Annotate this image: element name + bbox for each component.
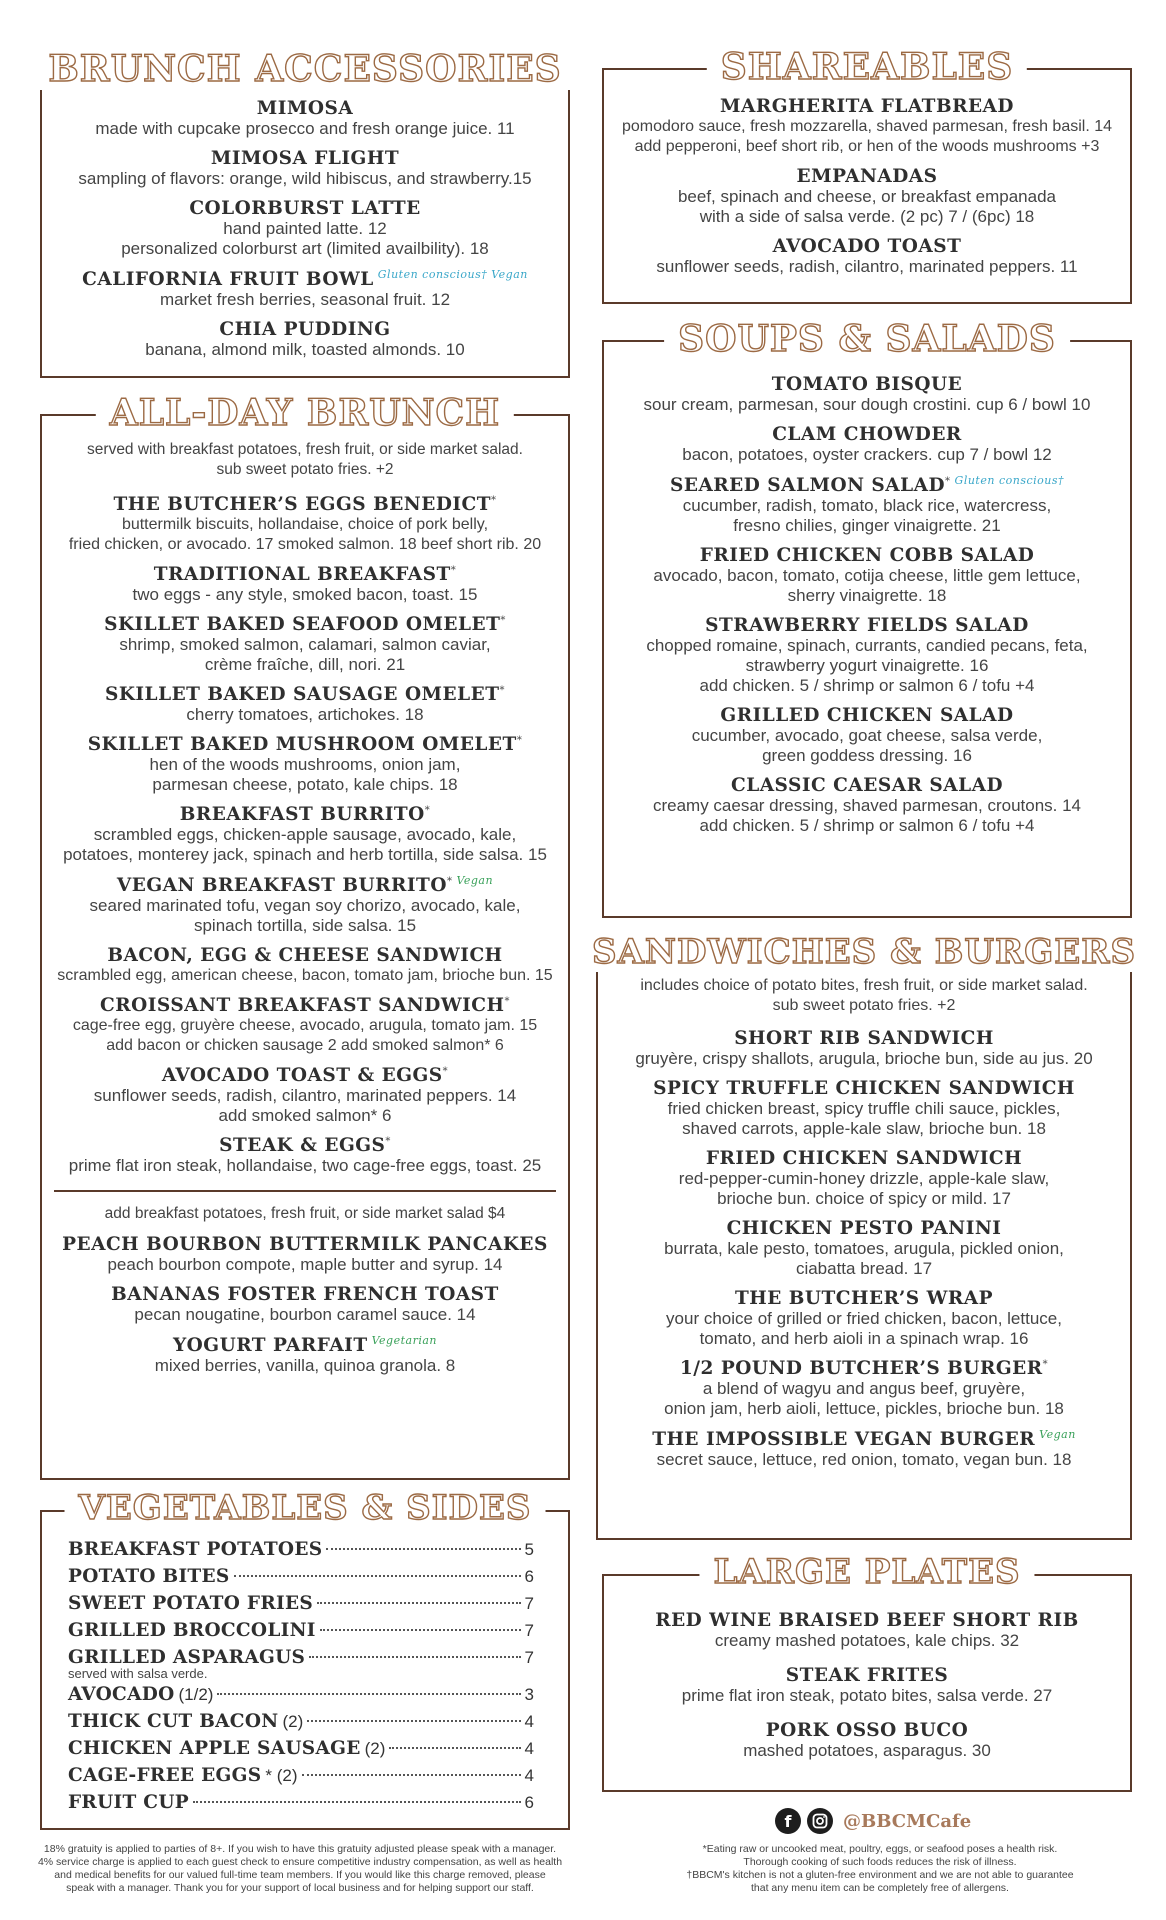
side-price: 6 xyxy=(524,1567,534,1586)
item-name: CALIFORNIA FRUIT BOWL xyxy=(82,269,374,291)
side-item xyxy=(68,1789,534,1816)
leader-dots xyxy=(389,1747,520,1749)
item-name: SPICY TRUFFLE CHICKEN SANDWICH xyxy=(653,1078,1075,1099)
side-item xyxy=(68,1563,534,1590)
side-name: GRILLED ASPARAGUS xyxy=(68,1647,306,1668)
item-name: RED WINE BRAISED BEEF SHORT RIB xyxy=(655,1610,1079,1631)
side-item xyxy=(68,1617,534,1644)
item-name-row xyxy=(54,564,556,585)
raw-warning-mark: * xyxy=(446,876,453,887)
raw-warning-mark: * xyxy=(945,476,951,487)
item-name: YOGURT PARFAIT xyxy=(172,1335,368,1357)
item-desc: cherry tomatoes, artichokes. 18 xyxy=(186,705,424,724)
item-name-row xyxy=(54,494,556,515)
item-name: SKILLET BAKED SAUSAGE OMELET xyxy=(104,684,500,705)
item-name: PEACH BOURBON BUTTERMILK PANCAKES xyxy=(62,1234,548,1256)
dietary-tag: Vegan xyxy=(1039,1428,1076,1441)
side-price: 4 xyxy=(524,1712,534,1731)
item-desc: pecan nougatine, bourbon caramel sauce. 14 xyxy=(134,1305,476,1325)
item-desc: cucumber, avocado, goat cheese, salsa verde, green goddess dressing. 16 xyxy=(691,726,1043,766)
dietary-tag: Gluten conscious† xyxy=(954,474,1064,487)
section-title: LARGE PLATES xyxy=(699,1552,1034,1592)
menu-item xyxy=(54,684,556,725)
section-title: BRUNCH ACCESSORIES xyxy=(34,48,575,90)
item-name: AVOCADO TOAST xyxy=(772,236,962,257)
side-name: THICK CUT BACON xyxy=(68,1711,279,1732)
item-name-row xyxy=(598,1428,1130,1450)
menu-item xyxy=(42,198,568,259)
raw-warning-mark: * xyxy=(491,494,497,506)
raw-warning-mark: * xyxy=(385,1136,391,1147)
item-desc: scrambled eggs, chicken-apple sausage, avocado, kale, potatoes, monterey jack, spinach and herb tortilla, side salsa. 15 xyxy=(63,825,547,864)
menu-item xyxy=(42,268,568,310)
section-title: SOUPS & SALADS xyxy=(664,318,1070,360)
large-plates-section xyxy=(602,1552,1132,1792)
item-desc: seared marinated tofu, vegan soy chorizo, avocado, kale, spinach tortilla, side salsa. 15 xyxy=(89,896,521,936)
item-desc: sour cream, parmesan, sour dough crostini. cup 6 / bowl 10 xyxy=(643,395,1091,414)
social-handle[interactable]: @BBCMCafe xyxy=(843,1810,972,1832)
item-name-row xyxy=(54,1135,556,1156)
side-price: 6 xyxy=(524,1793,534,1812)
item-desc: peach bourbon compote, maple butter and syrup. 14 xyxy=(107,1255,503,1275)
dietary-tag: Gluten conscious† Vegan xyxy=(377,268,528,281)
side-price: 4 xyxy=(524,1739,534,1758)
brunch-accessories-list xyxy=(42,98,568,369)
sandwiches-burgers-list xyxy=(598,976,1130,1479)
item-desc: mixed berries, vanilla, quinoa granola. 8 xyxy=(154,1356,456,1376)
side-price: 5 xyxy=(524,1540,534,1559)
leader-dots xyxy=(307,1720,520,1722)
leader-dots xyxy=(326,1548,520,1550)
menu-item xyxy=(54,874,556,936)
item-name: EMPANADAS xyxy=(796,166,938,187)
item-name: CHIA PUDDING xyxy=(219,319,391,341)
section-title: VEGETABLES & SIDES xyxy=(65,1488,546,1528)
item-desc: scrambled egg, american cheese, bacon, tomato jam, brioche bun. 15 xyxy=(57,967,553,985)
item-desc: red-pepper-cumin-honey drizzle, apple-kale slaw, brioche bun. choice of spicy or mild. 17 xyxy=(678,1169,1050,1208)
item-name-row xyxy=(598,1358,1130,1379)
side-item xyxy=(68,1536,534,1563)
item-desc: prime flat iron steak, potato bites, salsa verde. 27 xyxy=(681,1686,1053,1705)
gratuity-footer: 18% gratuity is applied to parties of 8+. If you wish to have this gratuity adjusted please speak with a manager. 4% service charge is applied to each guest check to ensure competitive industry compensation, as well as health and medical benefits for our valued full-time team members. If you would like this charge removed, please speak with a manager. Thank you for your support of local business and for helping support our staff. xyxy=(37,1843,563,1894)
menu-item xyxy=(54,1065,556,1126)
item-desc: creamy mashed potatoes, kale chips. 32 xyxy=(714,1631,1020,1650)
raw-warning-mark: * xyxy=(516,734,523,746)
menu-item xyxy=(604,96,1130,157)
item-name: THE BUTCHER’S WRAP xyxy=(734,1288,993,1309)
menu-item xyxy=(598,1428,1130,1470)
side-price: 7 xyxy=(524,1648,534,1667)
side-name: BREAKFAST POTATOES xyxy=(68,1539,323,1560)
item-name: PORK OSSO BUCO xyxy=(765,1720,969,1741)
menu-item xyxy=(54,1135,556,1176)
item-desc: buttermilk biscuits, hollandaise, choice of pork belly, fried chicken, or avocado. 17 smoked salmon. 18 beef short rib. 20 xyxy=(68,516,542,553)
item-name: MIMOSA FLIGHT xyxy=(210,148,400,169)
sides-list xyxy=(68,1536,534,1816)
side-name: SWEET POTATO FRIES xyxy=(68,1593,314,1614)
item-name-row xyxy=(54,1334,556,1356)
side-name: CHICKEN APPLE SAUSAGE xyxy=(68,1738,361,1759)
shareables-section xyxy=(602,46,1132,304)
menu-item xyxy=(598,1218,1130,1279)
item-name: SKILLET BAKED MUSHROOM OMELET xyxy=(87,734,517,755)
item-name: FRIED CHICKEN COBB SALAD xyxy=(699,545,1035,567)
menu-item xyxy=(604,474,1130,536)
item-desc: burrata, kale pesto, tomatoes, arugula, pickled onion, ciabatta bread. 17 xyxy=(664,1239,1064,1278)
item-name: TOMATO BISQUE xyxy=(771,374,963,395)
add-side-note: add breakfast potatoes, fresh fruit, or side market salad $4 xyxy=(104,1205,506,1223)
menu-item xyxy=(54,1334,556,1376)
menu-item xyxy=(54,564,556,605)
menu-item xyxy=(54,734,556,795)
item-name: CROISSANT BREAKFAST SANDWICH xyxy=(100,995,505,1017)
item-name-row xyxy=(54,684,556,705)
dietary-tag: Vegetarian xyxy=(371,1334,438,1348)
item-desc: pomodoro sauce, fresh mozzarella, shaved parmesan, fresh basil. 14 add pepperoni, beef short rib, or hen of the woods mushrooms +3 xyxy=(621,118,1113,155)
item-desc: fried chicken breast, spicy truffle chili sauce, pickles, shaved carrots, apple-kale slaw, brioche bun. 18 xyxy=(667,1099,1061,1138)
leader-dots xyxy=(309,1656,520,1658)
leader-dots xyxy=(317,1602,521,1604)
sandwiches-burgers-section xyxy=(591,932,1137,1540)
item-name-row xyxy=(54,1065,556,1086)
raw-warning-mark: * xyxy=(424,804,431,816)
menu-item xyxy=(598,1148,1130,1209)
soups-salads-list xyxy=(604,374,1130,845)
item-desc: secret sauce, lettuce, red onion, tomato, vegan bun. 18 xyxy=(656,1450,1072,1470)
side-subtext: served with salsa verde. xyxy=(68,1666,208,1681)
raw-warning-mark: * xyxy=(499,684,506,696)
side-qty: * (2) xyxy=(265,1766,298,1785)
item-name: CHICKEN PESTO PANINI xyxy=(726,1218,1002,1239)
item-name: STEAK FRITES xyxy=(785,1665,949,1686)
side-item xyxy=(68,1590,534,1617)
menu-item xyxy=(604,236,1130,277)
item-desc: your choice of grilled or fried chicken, bacon, lettuce, tomato, and herb aioli in a spinach wrap. 16 xyxy=(666,1309,1062,1348)
raw-warning-mark: * xyxy=(1042,1358,1049,1370)
side-name: FRUIT CUP xyxy=(68,1792,189,1813)
item-desc: market fresh berries, seasonal fruit. 12 xyxy=(159,290,451,310)
raw-warning-mark: * xyxy=(500,614,506,626)
item-name: STEAK & EGGS xyxy=(219,1135,386,1157)
menu-item xyxy=(604,1665,1130,1706)
item-name-row xyxy=(54,874,556,896)
side-item xyxy=(68,1762,534,1789)
item-desc: sampling of flavors: orange, wild hibiscus, and strawberry.15 xyxy=(78,169,532,188)
item-desc: prime flat iron steak, hollandaise, two cage-free eggs, toast. 25 xyxy=(68,1156,542,1176)
item-desc: avocado, bacon, tomato, cotija cheese, little gem lettuce, sherry vinaigrette. 18 xyxy=(653,566,1081,606)
menu-item xyxy=(54,1234,556,1275)
menu-item xyxy=(604,1610,1130,1651)
item-name: STRAWBERRY FIELDS SALAD xyxy=(705,615,1029,637)
item-name: COLORBURST LATTE xyxy=(189,198,421,219)
leader-dots xyxy=(320,1629,521,1631)
item-desc: a blend of wagyu and angus beef, gruyère, onion jam, herb aioli, lettuce, pickles, brioche bun. 18 xyxy=(664,1379,1064,1418)
shareables-list xyxy=(604,96,1130,286)
section-title: SHAREABLES xyxy=(707,46,1027,88)
side-item xyxy=(68,1735,534,1762)
item-desc: gruyère, crispy shallots, arugula, brioche bun, side au jus. 20 xyxy=(635,1049,1093,1068)
menu-item xyxy=(42,148,568,189)
item-name: BANANAS FOSTER FRENCH TOAST xyxy=(111,1284,499,1306)
all-day-brunch-list xyxy=(42,440,568,1385)
side-item xyxy=(68,1708,534,1735)
side-name: AVOCADO xyxy=(68,1684,175,1705)
menu-item xyxy=(604,1720,1130,1761)
item-name: MIMOSA xyxy=(256,98,354,119)
item-name-row xyxy=(54,995,556,1016)
side-name: CAGE-FREE EGGS xyxy=(68,1765,262,1786)
menu-item xyxy=(54,945,556,986)
side-price: 7 xyxy=(524,1594,534,1613)
soups-salads-section xyxy=(602,318,1132,918)
item-name: VEGAN BREAKFAST BURRITO xyxy=(116,875,447,897)
menu-item xyxy=(54,494,556,555)
menu-item xyxy=(54,804,556,865)
section-intro: includes choice of potato bites, fresh fruit, or side market salad. sub sweet potato fries. +2 xyxy=(640,977,1088,1014)
item-name: FRIED CHICKEN SANDWICH xyxy=(705,1148,1023,1169)
item-name: TRADITIONAL BREAKFAST xyxy=(153,564,451,585)
item-desc: mashed potatoes, asparagus. 30 xyxy=(743,1741,991,1760)
menu-item xyxy=(604,374,1130,415)
leader-dots xyxy=(193,1801,521,1803)
menu-item xyxy=(54,614,556,675)
section-title: ALL-DAY BRUNCH xyxy=(96,392,514,434)
menu-item xyxy=(604,166,1130,227)
item-name: 1/2 POUND BUTCHER’S BURGER xyxy=(679,1358,1043,1379)
item-name: AVOCADO TOAST & EGGS xyxy=(161,1065,443,1087)
menu-item xyxy=(598,1288,1130,1349)
item-name: THE BUTCHER’S EGGS BENEDICT xyxy=(113,494,492,515)
item-name: CLAM CHOWDER xyxy=(772,424,962,445)
menu-item xyxy=(604,545,1130,606)
item-desc: sunflower seeds, radish, cilantro, marinated peppers. 14 add smoked salmon* 6 xyxy=(93,1086,517,1126)
raw-warning-mark: * xyxy=(504,996,510,1007)
item-name: CLASSIC CAESAR SALAD xyxy=(730,775,1004,797)
side-price: 7 xyxy=(524,1621,534,1640)
large-plates-list xyxy=(604,1610,1130,1770)
side-name: GRILLED BROCCOLINI xyxy=(68,1620,316,1641)
item-name-row xyxy=(604,474,1130,496)
raw-warning-mark: * xyxy=(442,1066,449,1077)
item-name-row xyxy=(54,804,556,825)
item-name: SHORT RIB SANDWICH xyxy=(734,1028,994,1049)
brunch-accessories-section xyxy=(40,48,570,378)
item-name: GRILLED CHICKEN SALAD xyxy=(720,705,1014,727)
item-name: SKILLET BAKED SEAFOOD OMELET xyxy=(104,614,501,635)
item-desc: cage-free egg, gruyère cheese, avocado, arugula, tomato jam. 15 add bacon or chicken sausage 2 add smoked salmon* 6 xyxy=(72,1017,538,1055)
side-item xyxy=(68,1681,534,1708)
item-name-row xyxy=(42,268,568,290)
allergen-footer: *Eating raw or uncooked meat, poultry, eggs, or seafood poses a health risk. Thorough cooking of such foods reduces the risk of illness. †BBCM's kitchen is not a gluten-free environment and we are not able to guarantee that any menu item can be completely free of allergens. xyxy=(686,1843,1074,1894)
item-desc: sunflower seeds, radish, cilantro, marinated peppers. 11 xyxy=(656,257,1078,276)
side-qty: (1/2) xyxy=(178,1685,214,1704)
section-intro: served with breakfast potatoes, fresh fruit, or side market salad. sub sweet potato fries. +2 xyxy=(87,441,523,478)
menu-item xyxy=(42,98,568,139)
menu-item xyxy=(598,1028,1130,1069)
item-desc: bacon, potatoes, oyster crackers. cup 7 / bowl 12 xyxy=(682,445,1052,464)
item-desc: shrimp, smoked salmon, calamari, salmon caviar, crème fraîche, dill, nori. 21 xyxy=(119,635,491,674)
raw-warning-mark: * xyxy=(450,564,457,576)
item-desc: chopped romaine, spinach, currants, candied pecans, feta, strawberry yogurt vinaigrette. 16 add chicken. 5 / shrimp or salmon 6 / tofu +4 xyxy=(646,636,1088,696)
item-name-row xyxy=(54,614,556,635)
menu-item xyxy=(604,424,1130,465)
instagram-icon[interactable] xyxy=(807,1808,833,1834)
item-name: BACON, EGG & CHEESE SANDWICH xyxy=(107,945,503,967)
facebook-icon[interactable]: f xyxy=(775,1808,801,1834)
section-title: SANDWICHES & BURGERS xyxy=(578,932,1150,972)
side-price: 3 xyxy=(524,1685,534,1704)
menu-item xyxy=(604,775,1130,836)
item-desc: hand painted latte. 12 personalized colorburst art (limited availbility). 18 xyxy=(121,219,489,258)
instagram-glyph xyxy=(812,1813,828,1829)
leader-dots xyxy=(234,1575,521,1577)
item-desc: creamy caesar dressing, shaved parmesan, croutons. 14 add chicken. 5 / shrimp or salmon 6 / tofu +4 xyxy=(652,796,1082,836)
side-qty: (2) xyxy=(282,1712,304,1731)
item-desc: cucumber, radish, tomato, black rice, watercress, fresno chilies, ginger vinaigrette. 21 xyxy=(682,496,1052,536)
item-desc: banana, almond milk, toasted almonds. 10 xyxy=(145,340,465,360)
leader-dots xyxy=(217,1693,520,1695)
section-divider xyxy=(54,1190,556,1192)
item-name: BREAKFAST BURRITO xyxy=(179,804,425,825)
item-name: THE IMPOSSIBLE VEGAN BURGER xyxy=(652,1429,1036,1451)
item-name-row xyxy=(54,734,556,755)
item-name: SEARED SALMON SALAD xyxy=(669,475,946,497)
menu-item xyxy=(54,1284,556,1325)
menu-item xyxy=(42,319,568,360)
item-desc: hen of the woods mushrooms, onion jam, parmesan cheese, potato, kale chips. 18 xyxy=(149,755,461,794)
social-links xyxy=(775,1808,971,1834)
all-day-brunch-section xyxy=(40,392,570,1480)
side-price: 4 xyxy=(524,1766,534,1785)
menu-item xyxy=(598,1358,1130,1419)
item-name: MARGHERITA FLATBREAD xyxy=(720,96,1014,117)
menu-item xyxy=(54,995,556,1056)
leader-dots xyxy=(302,1774,521,1776)
dietary-tag: Vegan xyxy=(456,874,494,887)
item-desc: beef, spinach and cheese, or breakfast empanada with a side of salsa verde. (2 pc) 7 / (6pc) 18 xyxy=(677,187,1057,226)
vegetables-sides-section xyxy=(40,1488,570,1830)
item-desc: made with cupcake prosecco and fresh orange juice. 11 xyxy=(95,119,515,138)
side-name: POTATO BITES xyxy=(68,1566,230,1587)
menu-item xyxy=(598,1078,1130,1139)
menu-item xyxy=(604,705,1130,766)
menu-item xyxy=(604,615,1130,696)
side-qty: (2) xyxy=(364,1739,386,1758)
item-desc: two eggs - any style, smoked bacon, toast. 15 xyxy=(132,585,478,604)
